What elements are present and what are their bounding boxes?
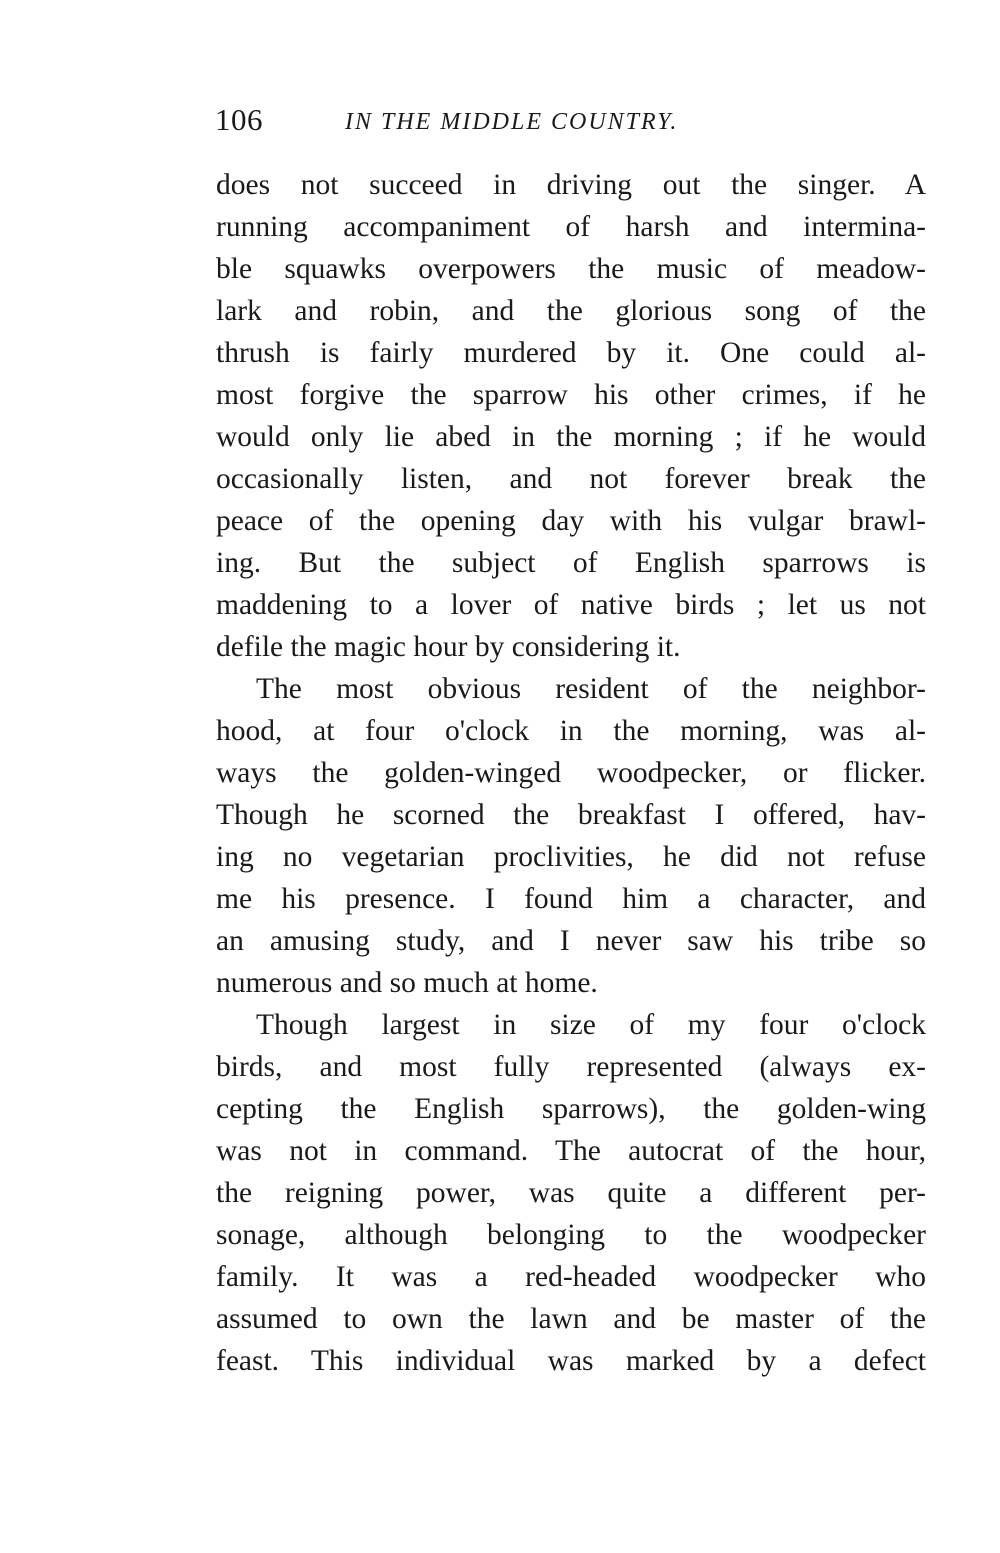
text-line: ing no vegetarian proclivities, he did not refuse — [216, 841, 926, 873]
text-line: feast. This individual was marked by a defect — [216, 1345, 926, 1377]
text-line: me his presence. I found him a character, and — [216, 883, 926, 915]
text-line: hood, at four o'clock in the morning, was al- — [216, 715, 926, 747]
text-line: thrush is fairly murdered by it. One could al- — [216, 337, 926, 369]
text-line: maddening to a lover of native birds ; let us not — [216, 589, 926, 621]
text-line: occasionally listen, and not forever break the — [216, 463, 926, 495]
text-line: lark and robin, and the glorious song of the — [216, 295, 926, 327]
text-line: sonage, although belonging to the woodpecker — [216, 1219, 926, 1251]
text-line: family. It was a red-headed woodpecker who — [216, 1261, 926, 1293]
text-line: does not succeed in driving out the singer. A — [216, 169, 926, 201]
text-line: the reigning power, was quite a different per- — [216, 1177, 926, 1209]
text-line: most forgive the sparrow his other crimes, if he — [216, 379, 926, 411]
text-line: numerous and so much at home. — [216, 967, 598, 999]
text-line: was not in command. The autocrat of the hour, — [216, 1135, 926, 1167]
text-line: assumed to own the lawn and be master of the — [216, 1303, 926, 1335]
text-line: peace of the opening day with his vulgar brawl- — [216, 505, 926, 537]
text-line: ble squawks overpowers the music of meadow- — [216, 253, 926, 285]
running-head — [215, 100, 775, 140]
text-line: birds, and most fully represented (always ex- — [216, 1051, 926, 1083]
running-title: IN THE MIDDLE COUNTRY. — [345, 109, 679, 135]
text-line: defile the magic hour by considering it. — [216, 631, 681, 663]
text-line: The most obvious resident of the neighbor- — [256, 673, 926, 705]
text-line: ing. But the subject of English sparrows is — [216, 547, 926, 579]
text-line: cepting the English sparrows), the golden-wing — [216, 1093, 926, 1125]
text-line: running accompaniment of harsh and intermina- — [216, 211, 926, 243]
text-line: an amusing study, and I never saw his tribe so — [216, 925, 926, 957]
text-line: Though he scorned the breakfast I offered, hav- — [216, 799, 926, 831]
text-line: would only lie abed in the morning ; if he would — [216, 421, 926, 453]
text-line: Though largest in size of my four o'clock — [256, 1009, 926, 1041]
page-number: 106 — [215, 102, 263, 137]
text-line: ways the golden-winged woodpecker, or flicker. — [216, 757, 926, 789]
